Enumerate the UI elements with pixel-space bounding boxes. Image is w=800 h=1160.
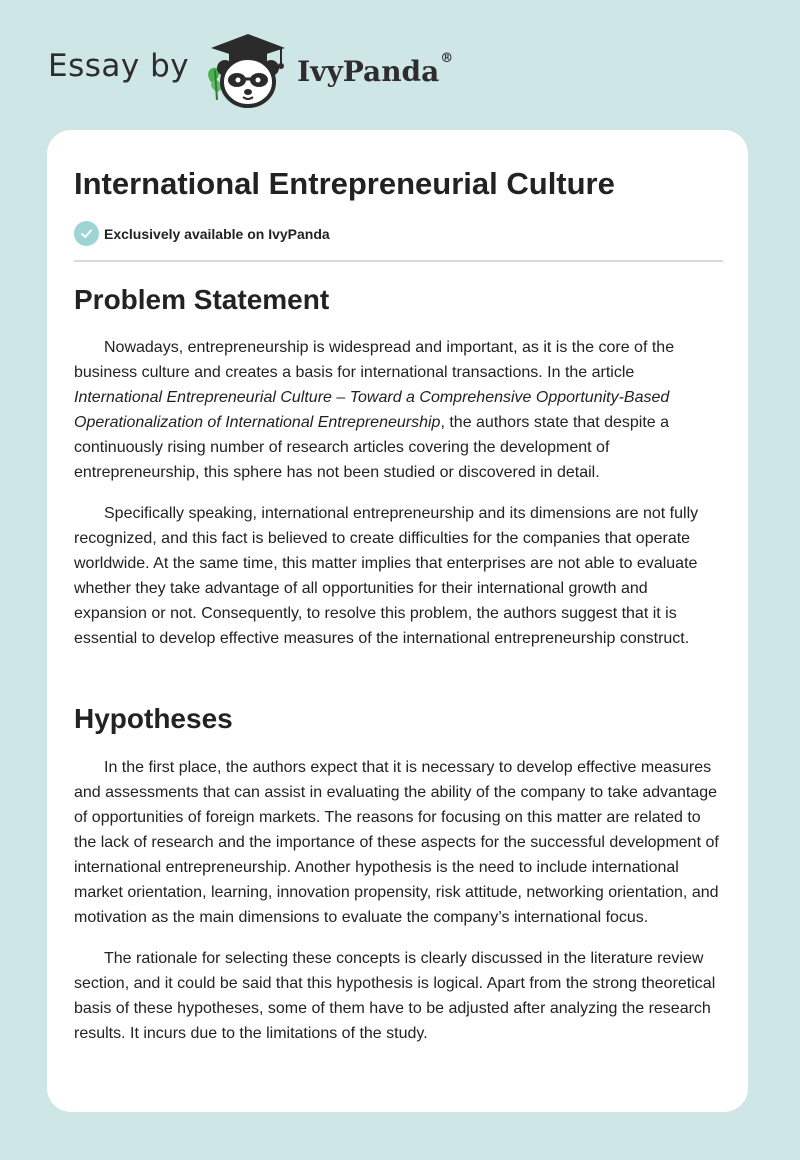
section-problem-statement: [74, 284, 725, 651]
paragraph: The rationale for selecting these concepts is clearly discussed in the literature review section, and it could be said that this hypothesis is logical. Apart from the strong theoretical basis of these hypotheses, some of them have to be adjusted after analyzing the research results. It incurs due to the limitations of the study.: [74, 950, 716, 1042]
article-title: International Entrepreneurial Culture – Toward a Comprehensive Opportunity-Based Operationalization of International Entrepreneurship: [74, 389, 670, 431]
exclusive-badge: [74, 221, 330, 246]
brand-text: IvyPanda: [297, 54, 440, 88]
essay-card: [47, 130, 748, 1112]
brand-name[interactable]: [297, 50, 454, 88]
paragraph-text: Nowadays, entrepreneurship is widespread and important, as it is the core of the business culture and creates a basis for international transactions. In the article: [74, 339, 675, 381]
site-header: [48, 30, 453, 110]
registered-mark: ®: [440, 50, 454, 66]
paragraph: In the first place, the authors expect that it is necessary to develop effective measures and assessments that can assist in evaluating the ability of the company to take advantage of opportunities of foreign markets. The reasons for focusing on this matter are related to the lack of research and the importance of these aspects for the successful development of international entrepreneurship. Another hypothesis is the need to include international market orientation, learning, innovation propensity, risk attitude, networking orientation, and motivation as the main dimensions to evaluate the company’s international focus.: [74, 759, 719, 926]
panda-logo-icon[interactable]: [203, 30, 293, 110]
section-heading: Hypotheses: [74, 703, 233, 734]
paragraph: [74, 335, 725, 485]
essay-title: International Entrepreneurial Culture: [74, 166, 615, 201]
check-icon: [74, 221, 99, 246]
paragraph-text: , the authors state that despite a continuously rising number of research articles covering the development of entrepreneurship, this sphere has not been studied or discovered in detail.: [74, 414, 670, 481]
section-hypotheses: [74, 703, 725, 1046]
paragraph: Specifically speaking, international entrepreneurship and its dimensions are not fully recognized, and this fact is believed to create difficulties for the companies that operate worldwide. At the same time, this matter implies that enterprises are not able to evaluate whether they take advantage of all opportunities for their international growth and expansion or not. Consequently, to resolve this problem, the authors suggest that it is essential to develop effective measures of the international entrepreneurship construct.: [74, 505, 699, 647]
title-divider: [74, 260, 723, 262]
essay-by-label: Essay by: [48, 48, 190, 84]
section-heading: Problem Statement: [74, 284, 330, 315]
exclusive-badge-text: Exclusively available on IvyPanda: [104, 225, 330, 242]
